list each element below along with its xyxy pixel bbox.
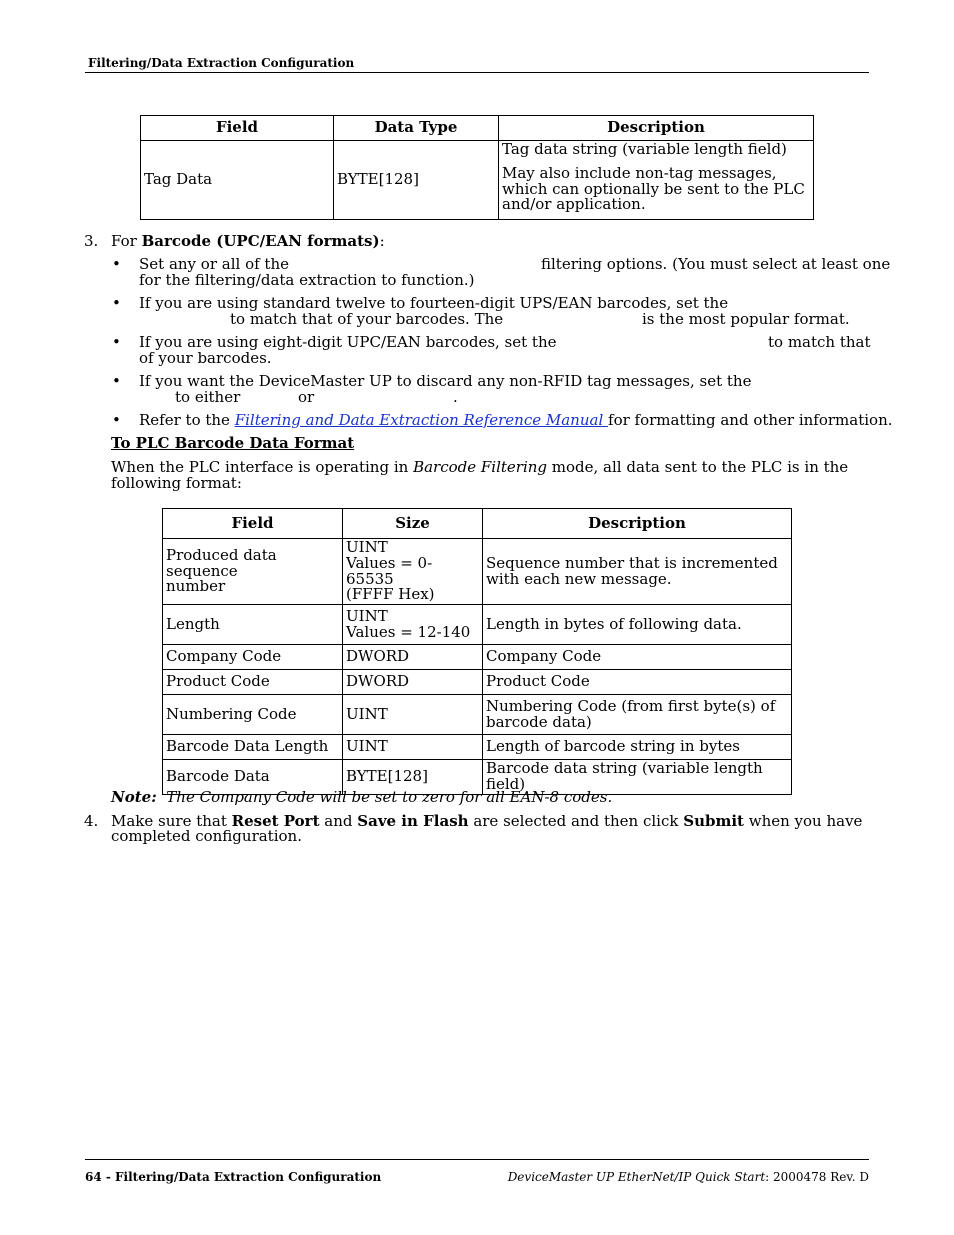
step-4-text: and xyxy=(319,812,358,830)
bullet-2-part-a: If you are using standard twelve to fourteen-digit UPS/EAN barcodes, set the xyxy=(139,294,729,312)
submit-label: Submit xyxy=(683,812,744,830)
intro-text: mode, all data sent to the PLC is in the xyxy=(547,458,849,476)
cell-line: (FFFF Hex) xyxy=(346,585,435,604)
cell-size: DWORD xyxy=(343,645,483,670)
desc-line: May also include non-tag messages, which can optionally be sent to the PLC and/or application. xyxy=(502,163,805,214)
col-header-field: Field xyxy=(141,116,334,141)
bullet-4-part-c: or xyxy=(298,388,315,406)
cell-size: UINT xyxy=(343,735,483,760)
tag-data-table xyxy=(140,115,814,220)
cell-description: Company Code xyxy=(483,645,792,670)
bullet-1-part-b: filtering options. (You must select at least one xyxy=(541,255,891,273)
cell-description xyxy=(483,695,792,735)
note-text: The Company Code will be set to zero for all EAN-8 codes. xyxy=(166,788,613,806)
bullet-5-tail: for formatting and other information. xyxy=(608,411,893,429)
bullet-icon: • xyxy=(112,411,121,429)
cell-field: Tag Data xyxy=(141,141,334,220)
cell-size: UINT xyxy=(343,695,483,735)
table-row xyxy=(163,605,792,645)
reference-manual-link[interactable]: Filtering and Data Extraction Reference Manual xyxy=(234,411,609,429)
step-3-lead: For xyxy=(111,232,142,250)
cell-field: Product Code xyxy=(163,670,343,695)
intro-italic: Barcode Filtering xyxy=(413,458,548,476)
cell-line: barcode data) xyxy=(486,712,592,731)
running-header: Filtering/Data Extraction Configuration xyxy=(88,56,355,70)
col-header-size: Size xyxy=(343,509,483,539)
bullet-1-part-c: for the filtering/data extraction to function.) xyxy=(139,271,475,289)
footer-rule xyxy=(85,1159,869,1160)
cell-size: DWORD xyxy=(343,670,483,695)
bullet-1-part-a: Set any or all of the xyxy=(139,255,289,273)
bullet-icon: • xyxy=(112,372,121,390)
footer-right xyxy=(508,1170,869,1184)
cell-field: Barcode Data Length xyxy=(163,735,343,760)
reset-port-label: Reset Port xyxy=(231,812,320,830)
step-4-text: are selected and then click xyxy=(468,812,684,830)
cell-line: Values = 0-65535 xyxy=(346,553,433,588)
bullet-2-part-c: is the most popular format. xyxy=(642,310,850,328)
bullet-icon: • xyxy=(112,255,121,273)
cell-description xyxy=(483,539,792,605)
bullet-5-text xyxy=(139,412,893,428)
cell-field xyxy=(163,539,343,605)
bullet-5-lead: Refer to the xyxy=(139,411,235,429)
section-title: To PLC Barcode Data Format xyxy=(111,434,355,452)
cell-line: UINT xyxy=(346,606,388,625)
step-4-text: when you have xyxy=(743,812,863,830)
footer-doc-number: : 2000478 Rev. D xyxy=(765,1170,869,1184)
cell-line: Produced data sequence xyxy=(166,545,277,580)
cell-line: Sequence number that is incremented xyxy=(486,553,778,572)
cell-line: Values = 12-140 xyxy=(346,622,471,641)
bullet-3-part-b: to match that xyxy=(768,333,871,351)
section-intro-line-2: following format: xyxy=(111,474,242,492)
header-rule xyxy=(85,72,869,73)
barcode-format-table xyxy=(162,508,792,795)
section-intro-line-1 xyxy=(111,459,848,475)
save-in-flash-label: Save in Flash xyxy=(357,812,469,830)
cell-size xyxy=(343,539,483,605)
bullet-2-part-b: to match that of your barcodes. The xyxy=(230,310,504,328)
bullet-4-part-a: If you want the DeviceMaster UP to discard any non-RFID tag messages, set the xyxy=(139,372,752,390)
table-row xyxy=(163,539,792,605)
table-row xyxy=(141,141,814,220)
cell-type: BYTE[128] xyxy=(334,141,499,220)
bullet-4-part-b: to either xyxy=(175,388,241,406)
step-3-colon: : xyxy=(379,232,385,250)
cell-field: Barcode Data xyxy=(163,760,343,795)
bullet-3-part-a: If you are using eight-digit UPC/EAN barcodes, set the xyxy=(139,333,557,351)
bullet-icon: • xyxy=(112,333,121,351)
footer-doc-title: DeviceMaster UP EtherNet/IP Quick Start xyxy=(507,1170,766,1184)
col-header-description: Description xyxy=(499,116,814,141)
cell-description: Product Code xyxy=(483,670,792,695)
cell-field: Length xyxy=(163,605,343,645)
step-4-text: Make sure that xyxy=(111,812,232,830)
step-3-text xyxy=(111,233,385,249)
table-row xyxy=(163,645,792,670)
cell-description: Length of barcode string in bytes xyxy=(483,735,792,760)
cell-field: Numbering Code xyxy=(163,695,343,735)
cell-field: Company Code xyxy=(163,645,343,670)
col-header-data-type: Data Type xyxy=(334,116,499,141)
cell-size xyxy=(343,605,483,645)
cell-line: with each new message. xyxy=(486,569,672,588)
bullet-icon: • xyxy=(112,294,121,312)
step-4-line-2: completed configuration. xyxy=(111,827,302,845)
footer-left: 64 - Filtering/Data Extraction Configuration xyxy=(85,1170,382,1184)
note-label: Note: xyxy=(111,788,157,806)
intro-text: When the PLC interface is operating in xyxy=(111,458,414,476)
cell-size: BYTE[128] xyxy=(343,760,483,795)
table-row xyxy=(163,735,792,760)
bullet-4-part-d: . xyxy=(453,388,458,406)
col-header-field: Field xyxy=(163,509,343,539)
cell-line: Numbering Code (from first byte(s) of xyxy=(486,696,776,715)
cell-description xyxy=(499,141,814,220)
cell-description: Length in bytes of following data. xyxy=(483,605,792,645)
step-3-number: 3. xyxy=(84,232,99,250)
cell-line: UINT xyxy=(346,538,388,556)
table-row xyxy=(163,695,792,735)
col-header-description: Description xyxy=(483,509,792,539)
desc-line: Tag data string (variable length field) xyxy=(502,140,787,158)
cell-description: Barcode data string (variable length field) xyxy=(483,760,792,795)
note xyxy=(111,789,612,805)
cell-line: number xyxy=(166,577,226,596)
step-3-bold: Barcode (UPC/EAN formats) xyxy=(141,232,380,250)
table-row xyxy=(163,670,792,695)
step-4-number: 4. xyxy=(84,812,99,830)
bullet-3-part-c: of your barcodes. xyxy=(139,349,272,367)
